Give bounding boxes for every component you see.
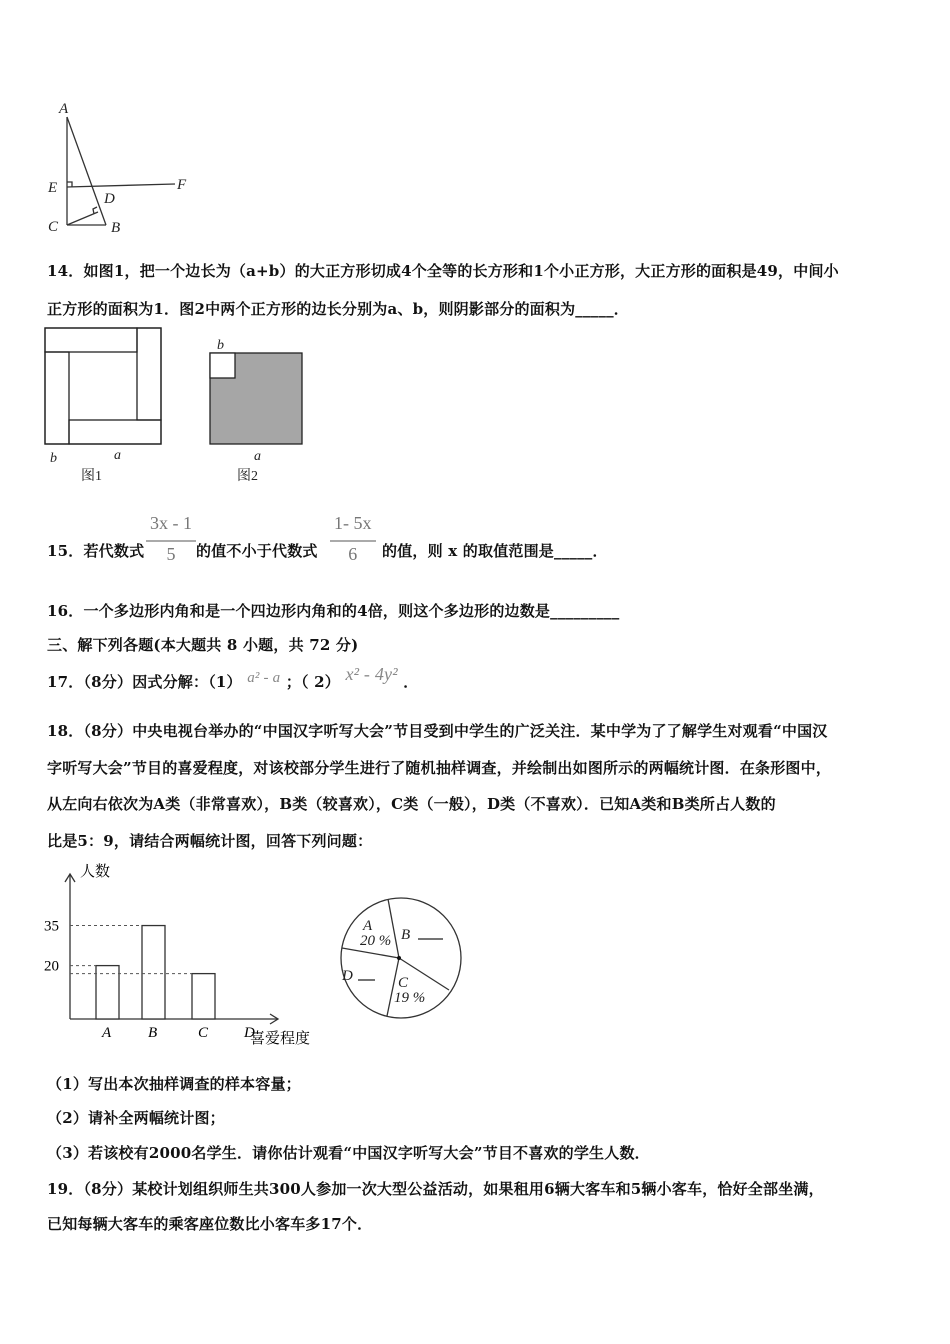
q14-figures [0, 325, 320, 490]
q14-line1: 14．如图1，把一个边长为（a+b）的大正方形切成4个全等的长方形和1个小正方形，大正方形的面积是49，中间小 [47, 262, 839, 280]
q15-suffix: 的值，则 x 的取值范围是_____． [382, 542, 608, 560]
label-C: C [48, 219, 59, 235]
bar-C [192, 974, 215, 1019]
x-tick-label-C: C [198, 1025, 209, 1041]
section-3-title: 三、解下列各题(本大题共 8 小题，共 72 分) [47, 636, 359, 654]
pie-value-A: 20 % [360, 933, 392, 949]
q17-suffix: ． [403, 673, 419, 691]
frac2-numerator: 1- 5x [330, 513, 376, 542]
x-tick-label-D: D [244, 1025, 255, 1041]
triangle-figure [0, 95, 200, 240]
fig2-label-b: b [217, 338, 224, 353]
pie-label-B: B [401, 927, 411, 943]
q17-prefix: 17．（8分）因式分解：（1） [47, 673, 242, 691]
pie-label-C: C [398, 975, 409, 991]
q18-sub-2: （2）请补全两幅统计图； [47, 1109, 225, 1127]
bar-chart [0, 855, 330, 1055]
q17-mid: ；（ 2） [285, 673, 340, 691]
pie-value-C: 19 % [394, 990, 426, 1006]
figure-2 [210, 353, 302, 444]
q15-fraction-2 [330, 513, 376, 565]
pie-chart [330, 890, 470, 1030]
y-axis-label: 人数 [80, 864, 111, 880]
pie-label-A: A [363, 918, 373, 934]
q19-line: 19．（8分）某校计划组织师生共300人参加一次大型公益活动，如果租用6辆大客车和5辆小客车，恰好全部坐满， [47, 1180, 824, 1198]
label-F: F [177, 177, 187, 193]
q17-expr1: a² - a [247, 670, 281, 686]
q17-expr2: x² - 4y² [345, 664, 398, 684]
x-tick-label-A: A [102, 1025, 112, 1041]
fig2-caption: 图2 [237, 469, 258, 484]
fig1-label-b: b [50, 451, 57, 466]
frac1-numerator: 3x - 1 [146, 513, 196, 542]
q18-line: 从左向右依次为A类（非常喜欢），B类（较喜欢），C类（一般），D类（不喜欢）．已知A类和B类所占人数的 [47, 795, 776, 813]
q18-sub-1: （1）写出本次抽样调查的样本容量； [47, 1075, 301, 1093]
q15-prefix: 15．若代数式 [47, 542, 145, 560]
q16-text: 16．一个多边形内角和是一个四边形内角和的4倍，则这个多边形的边数是_________ [47, 602, 620, 620]
y-tick-label: 20 [44, 958, 59, 975]
pie-label-D: D [342, 968, 353, 984]
fig1-label-a: a [114, 448, 121, 463]
bar-B [142, 926, 165, 1019]
q18-line: 18．（8分）中央电视台举办的“中国汉字听写大会”节目受到中学生的广泛关注．某中学为了了解学生对观看“中国汉 [47, 722, 828, 740]
frac1-denominator: 5 [166, 544, 176, 564]
figure-1 [45, 328, 161, 444]
label-B: B [111, 220, 121, 236]
fig1-caption: 图1 [81, 469, 102, 484]
q18-line: 比是5：9，请结合两幅统计图，回答下列问题： [47, 832, 373, 850]
label-A: A [59, 101, 69, 117]
fig2-label-a: a [254, 449, 261, 464]
q19-line: 已知每辆大客车的乘客座位数比小客车多17个． [47, 1215, 373, 1233]
y-tick-label: 35 [44, 918, 59, 935]
q15-fraction-1 [146, 513, 196, 565]
q18-sub-3: （3）若该校有2000名学生．请你估计观看“中国汉字听写大会”节目不喜欢的学生人数． [47, 1144, 650, 1162]
q14-line2: 正方形的面积为1．图2中两个正方形的边长分别为a、b，则阴影部分的面积为_____． [47, 300, 629, 318]
x-tick-label-B: B [148, 1025, 158, 1041]
q15-middle: 的值不小于代数式 [196, 542, 318, 560]
frac2-denominator: 6 [348, 544, 358, 564]
q18-line: 字听写大会”节目的喜爱程度，对该校部分学生进行了随机抽样调查，并绘制出如图所示的两幅统计图．在条形图中， [47, 759, 832, 777]
label-D: D [104, 191, 115, 207]
q17-text [47, 664, 419, 692]
label-E: E [48, 180, 58, 196]
x-axis-label: 喜爱程度 [250, 1031, 311, 1047]
